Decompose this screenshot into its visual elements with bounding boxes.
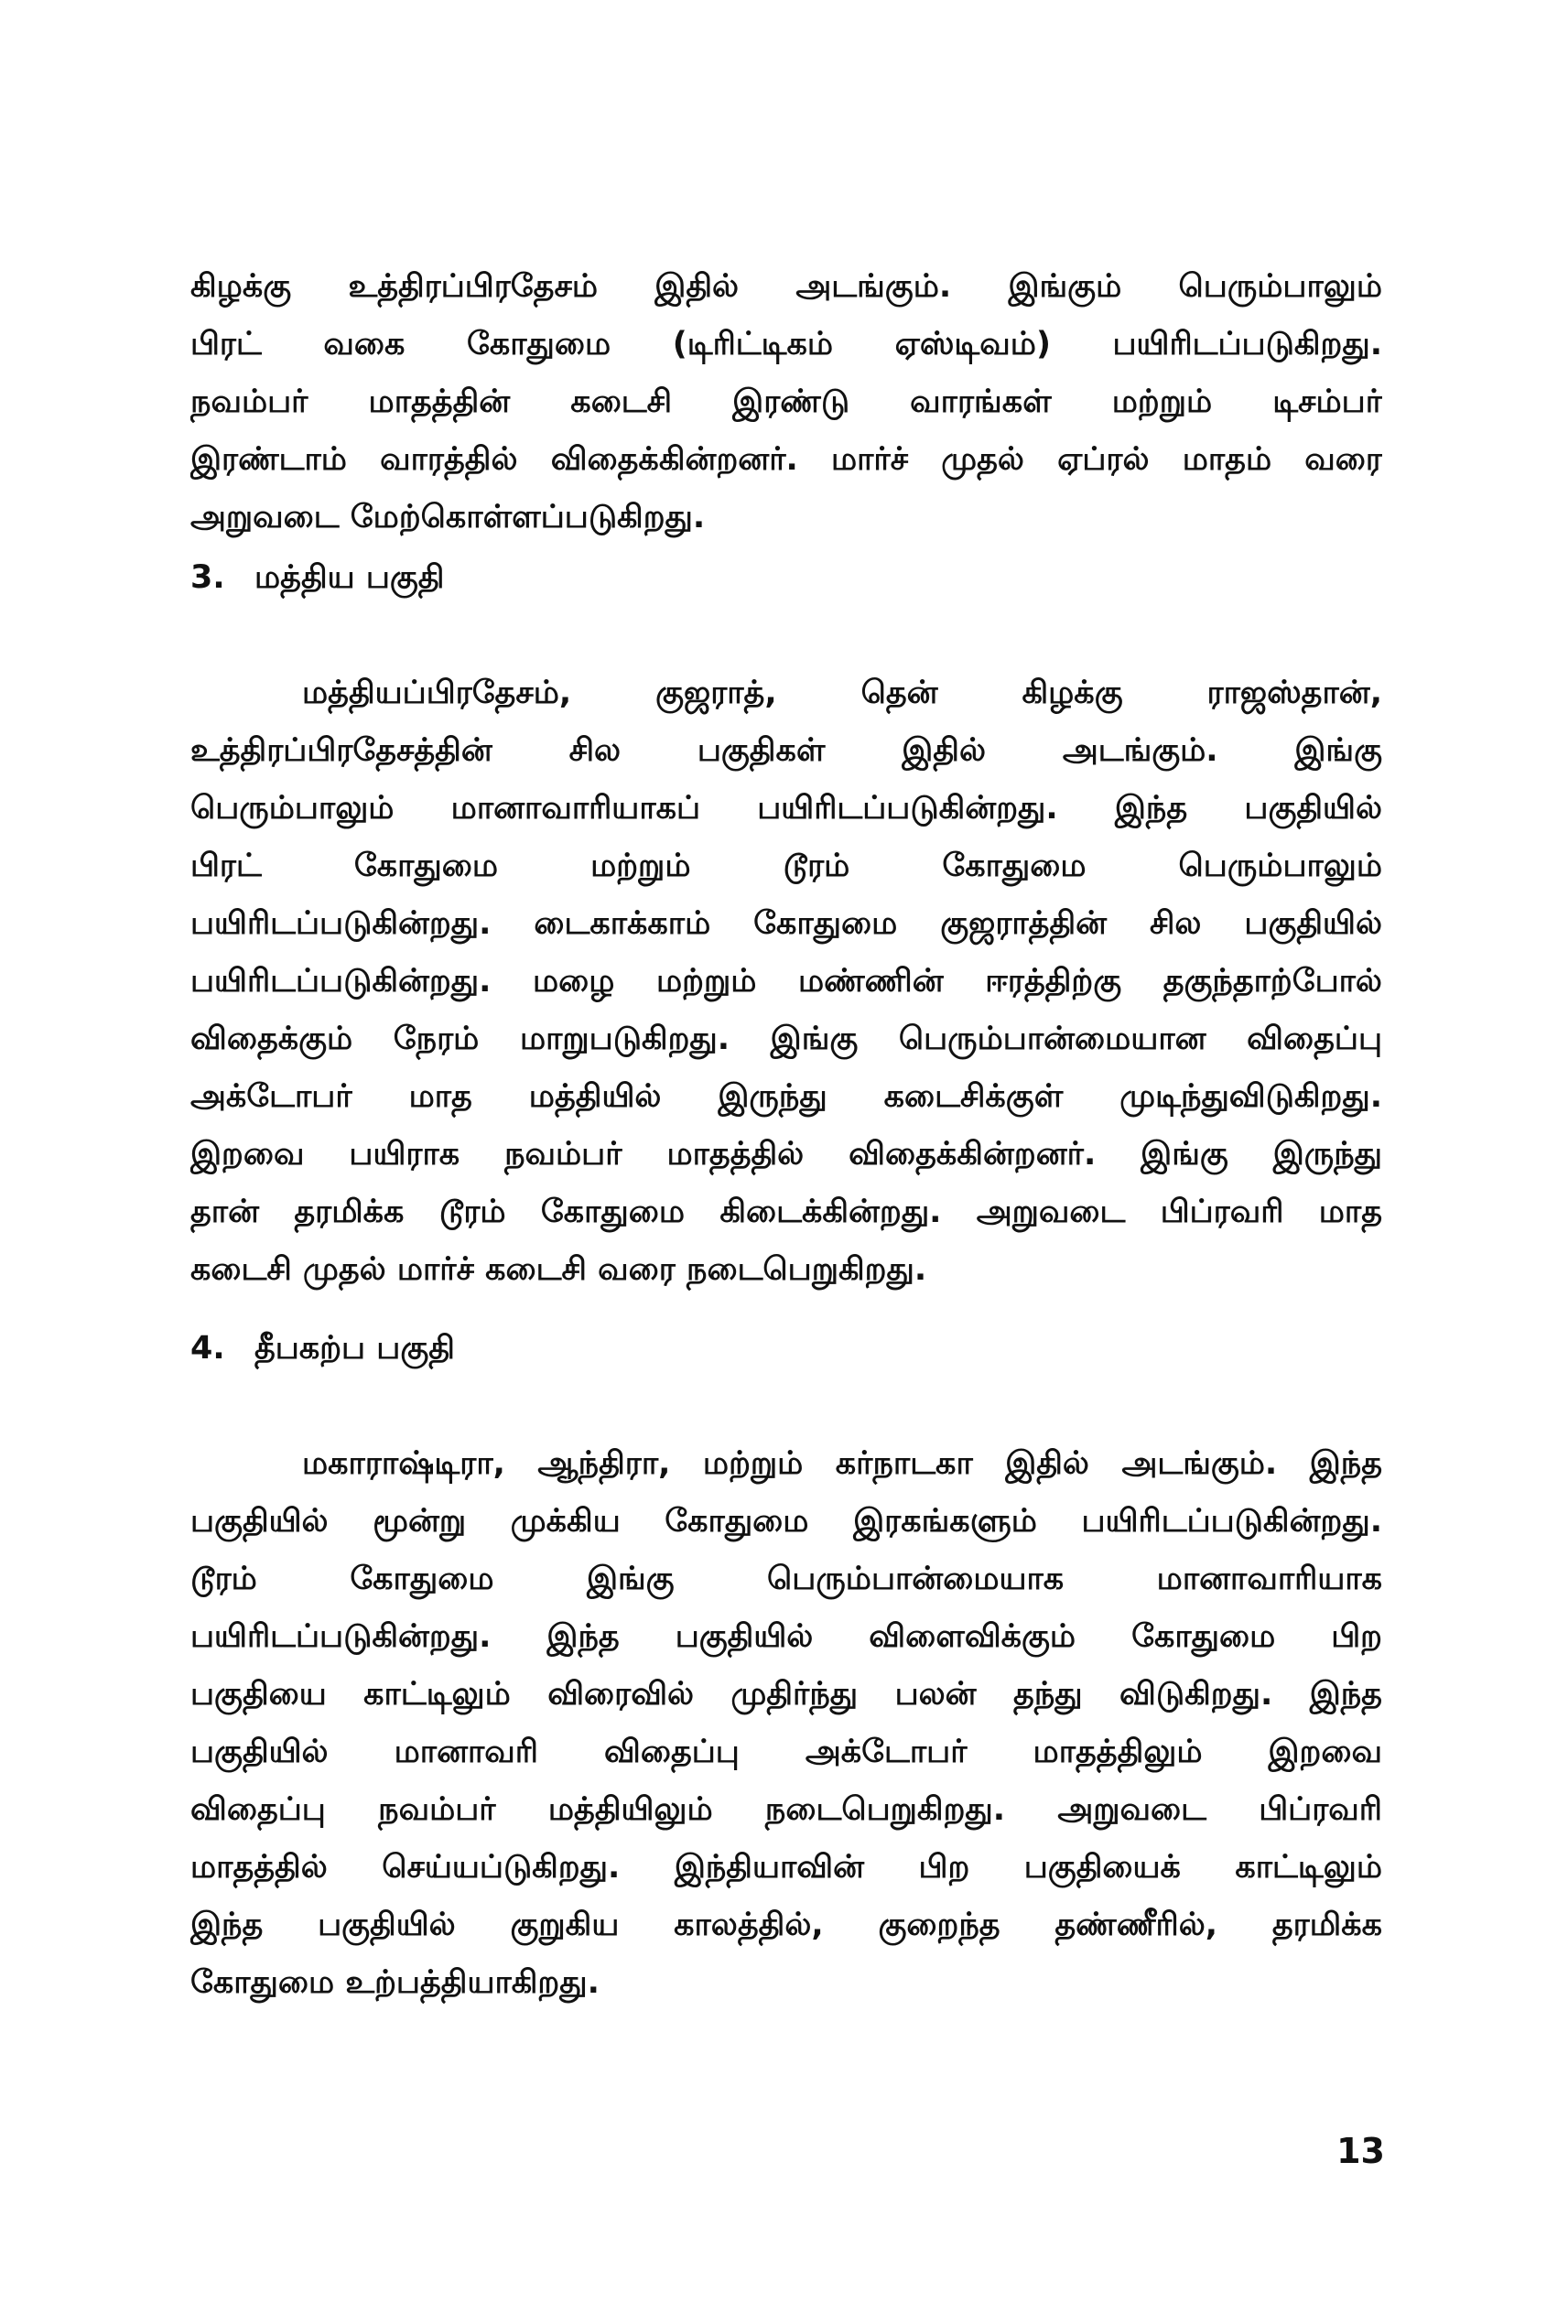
text-line: அக்டோபர் மாத மத்தியில் இருந்து கடைசிக்குள் முடிந்துவிடுகிறது. (190, 1078, 1382, 1115)
paragraph-intro (190, 258, 1382, 546)
text-line: பிரட் வகை கோதுமை (டிரிட்டிகம் ஏஸ்டிவம்) பயிரிடப்படுகிறது. (190, 326, 1382, 362)
text-line: இந்த பகுதியில் குறுகிய காலத்தில், குறைந்த தண்ணீரில், தரமிக்க (190, 1907, 1382, 1943)
text-line: பயிரிடப்படுகின்றது. இந்த பகுதியில் விளைவிக்கும் கோதுமை பிற (190, 1618, 1382, 1655)
text-line: பகுதியில் மூன்று முக்கிய கோதுமை இரகங்களும் பயிரிடப்படுகின்றது. (190, 1503, 1382, 1540)
text-line: நவம்பர் மாதத்தின் கடைசி இரண்டு வாரங்கள் மற்றும் டிசம்பர் (190, 384, 1382, 420)
section-heading-3 (190, 549, 444, 607)
paragraph-section-3 (190, 665, 1382, 1299)
paragraph-section-4 (190, 1435, 1382, 2012)
text-line: கோதுமை உற்பத்தியாகிறது. (190, 1964, 600, 2001)
page-number: 13 (1336, 2131, 1385, 2171)
text-line: இரண்டாம் வாரத்தில் விதைக்கின்றனர். மார்ச் முதல் ஏப்ரல் மாதம் வரை (190, 441, 1382, 478)
text-line: பிரட் கோதுமை மற்றும் டூரம் கோதுமை பெரும்பாலும் (190, 848, 1382, 884)
section-title: தீபகற்ப பகுதி (254, 1330, 455, 1367)
text-line: கிழக்கு உத்திரப்பிரதேசம் இதில் அடங்கும். இங்கும் பெரும்பாலும் (190, 268, 1382, 305)
text-line: அறுவடை மேற்கொள்ளப்படுகிறது. (190, 499, 706, 535)
text-line: பயிரிடப்படுகின்றது. டைகாக்காம் கோதுமை குஜராத்தின் சில பகுதியில் (190, 905, 1382, 942)
text-line: தான் தரமிக்க டூரம் கோதுமை கிடைக்கின்றது. அறுவடை பிப்ரவரி மாத (190, 1194, 1382, 1230)
section-heading-4 (190, 1320, 455, 1378)
text-line: இறவை பயிராக நவம்பர் மாதத்தில் விதைக்கின்றனர். இங்கு இருந்து (190, 1136, 1382, 1173)
text-line: பயிரிடப்படுகின்றது. மழை மற்றும் மண்ணின் ஈரத்திற்கு தகுந்தாற்போல் (190, 963, 1382, 1000)
text-line: பகுதியை காட்டிலும் விரைவில் முதிர்ந்து பலன் தந்து விடுகிறது. இந்த (190, 1676, 1382, 1713)
text-line: பகுதியில் மானாவரி விதைப்பு அக்டோபர் மாதத்திலும் இறவை (190, 1734, 1382, 1770)
text-line: கடைசி முதல் மார்ச் கடைசி வரை நடைபெறுகிறது. (190, 1251, 927, 1288)
text-line: விதைப்பு நவம்பர் மத்தியிலும் நடைபெறுகிறது. அறுவடை பிப்ரவரி (190, 1791, 1382, 1828)
section-number: 3. (190, 559, 225, 596)
text-line: மாதத்தில் செய்யப்டுகிறது. இந்தியாவின் பிற பகுதியைக் காட்டிலும் (190, 1849, 1382, 1886)
section-number: 4. (190, 1330, 225, 1367)
text-line: டூரம் கோதுமை இங்கு பெரும்பான்மையாக மானாவாரியாக (190, 1561, 1382, 1597)
text-line: மத்தியப்பிரதேசம், குஜராத், தென் கிழக்கு ராஜஸ்தான், (302, 675, 1382, 711)
text-line: மகாராஷ்டிரா, ஆந்திரா, மற்றும் கர்நாடகா இதில் அடங்கும். இந்த (302, 1445, 1382, 1482)
text-line: பெரும்பாலும் மானாவாரியாகப் பயிரிடப்படுகின்றது. இந்த பகுதியில் (190, 790, 1382, 827)
text-line: உத்திரப்பிரதேசத்தின் சில பகுதிகள் இதில் அடங்கும். இங்கு (190, 732, 1382, 769)
text-line: விதைக்கும் நேரம் மாறுபடுகிறது. இங்கு பெரும்பான்மையான விதைப்பு (190, 1021, 1382, 1057)
section-title: மத்திய பகுதி (254, 559, 445, 596)
